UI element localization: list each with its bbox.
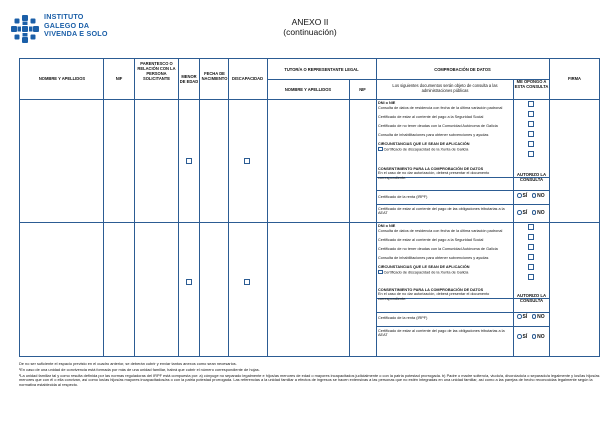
consulta-inhabilitaciones: Consulta de inhabilitaciones para obtener subvenciones y ayudas bbox=[378, 256, 489, 261]
consulta-residencia: Consulta de datos de residencia con fecha de la última variación padronal bbox=[378, 105, 503, 110]
opongo-checkbox[interactable] bbox=[528, 244, 534, 250]
opongo-checkbox[interactable] bbox=[528, 131, 534, 137]
circunstancias-title: CIRCUNSTANCIAS QUE LE SEAN DE APLICACIÓN bbox=[378, 265, 470, 270]
col-divider bbox=[178, 59, 179, 356]
row-divider bbox=[376, 204, 549, 205]
discapacidad-checkbox-row-2[interactable] bbox=[244, 279, 250, 285]
consulta-residencia: Consulta de datos de residencia con fecha de la última variación padronal bbox=[378, 228, 503, 233]
certificado-discapacidad-checkbox[interactable] bbox=[378, 270, 383, 275]
footnotes bbox=[19, 362, 601, 389]
col-divider bbox=[228, 59, 229, 356]
opongo-checkbox[interactable] bbox=[528, 234, 534, 240]
opongo-checkbox[interactable] bbox=[528, 254, 534, 260]
header-consulta-text: Los siguientes documentos serán objeto de consulta a las administraciones públicas bbox=[392, 83, 498, 93]
col-divider bbox=[199, 59, 200, 356]
opongo-checkbox[interactable] bbox=[528, 274, 534, 280]
si-label: SÍ bbox=[522, 334, 528, 340]
consulta-dni: DNI o NIE bbox=[378, 101, 396, 105]
header-tutor-nombre: NOMBRE Y APELLIDOS bbox=[284, 87, 332, 92]
no-label: NO bbox=[537, 193, 545, 199]
header-me-opongo: ME OPONGO A ESTA CONSULTA bbox=[514, 79, 549, 89]
opongo-checkbox[interactable] bbox=[528, 121, 534, 127]
no-label: NO bbox=[537, 210, 545, 216]
aeat-no-radio[interactable] bbox=[532, 210, 537, 215]
opongo-checkbox[interactable] bbox=[528, 141, 534, 147]
col-divider bbox=[549, 59, 550, 356]
no-label: NO bbox=[537, 314, 545, 320]
row-divider bbox=[20, 222, 599, 223]
footnote-space: De no ser suficiente el espacio previsto en el cuadro anterior, se deberán cubrir y enviar tantos anexos como sean necesarios. bbox=[19, 361, 237, 366]
household-members-table bbox=[19, 58, 600, 357]
header-tutor-nif: NIF bbox=[359, 87, 366, 92]
footnote-2: ²La unidad familiar tal y como resulta definida por las normas reguladoras del IRPF está compuesta por: a) cónyuge no separado legalmente e hijos/as menores de edad o mayores incapacitados judicialmente o con la patria potestad prorrogada. b) Padre o madre soltero/a, viudo/a, divorciado/a o separado/a legalmente y los/las hijos/as menores que con él o ella convivan, así como los/as hijos/as mayores incapacitados/as o con la patria potestad prorrogada. Las referencias a la unidad familiar a efectos de ingresos se hacen extensivas a las personas que no estén integradas en una unidad familiar, así como a las parejas de hecho reconocidas legalmente según la normativa establecida al respecto. bbox=[19, 372, 600, 388]
col-divider bbox=[267, 59, 268, 356]
renta-label: Certificado de la renta (IRPF) bbox=[378, 195, 428, 199]
autorizo-label: AUTORIZO LA CONSULTA bbox=[516, 293, 547, 303]
annex-title bbox=[250, 17, 370, 37]
consentimiento-text: En el caso de no dar autorización, deberá presentar el documento correspondiente. bbox=[378, 171, 490, 180]
renta-si-radio[interactable] bbox=[517, 193, 522, 198]
consentimiento-block-row-1 bbox=[378, 167, 511, 180]
opongo-checkbox[interactable] bbox=[528, 264, 534, 270]
consentimiento-block-row-2 bbox=[378, 288, 511, 301]
header-discapacidad: DISCAPACIDAD bbox=[231, 76, 264, 81]
consulta-seguridad-social: Certificado de estar al corriente del pago a la Seguridad Social bbox=[378, 114, 484, 119]
col-divider bbox=[103, 59, 104, 356]
renta-si-no bbox=[517, 193, 545, 199]
aeat-si-no bbox=[517, 334, 545, 340]
header-nombre: NOMBRE Y APELLIDOS bbox=[38, 76, 86, 81]
renta-label: Certificado de la renta (IRPF) bbox=[378, 316, 428, 320]
menor-checkbox-row-1[interactable] bbox=[186, 158, 192, 164]
col-divider bbox=[513, 79, 514, 356]
row-divider bbox=[376, 312, 549, 313]
header-menor: MENOR DE EDAD bbox=[179, 74, 199, 84]
consulta-deudas-galicia: Certificado de no tener deudas con la Comunidad Autónoma de Galicia bbox=[378, 123, 498, 128]
col-divider bbox=[134, 59, 135, 356]
header-comprobacion: COMPROBACIÓN DE DATOS bbox=[434, 67, 491, 72]
opongo-checkbox[interactable] bbox=[528, 111, 534, 117]
renta-si-radio[interactable] bbox=[517, 314, 522, 319]
renta-no-radio[interactable] bbox=[532, 193, 537, 198]
row-divider bbox=[376, 326, 549, 327]
header-parentesco: PARENTESCO O RELACIÓN CON LA PERSONA SOLICITANTE bbox=[137, 61, 176, 81]
header-nif: NIF bbox=[115, 76, 123, 81]
col-divider bbox=[349, 79, 350, 356]
consultas-list-row-1 bbox=[378, 101, 511, 152]
si-label: SÍ bbox=[522, 314, 528, 320]
aeat-label: Certificado de estar al corriente del pago de las obligaciones tributarias a la AEAT bbox=[378, 329, 505, 338]
certificado-discapacidad-checkbox[interactable] bbox=[378, 147, 383, 152]
aeat-si-radio[interactable] bbox=[517, 334, 522, 339]
discapacidad-checkbox-row-1[interactable] bbox=[244, 158, 250, 164]
header-tutor: TUTOR/A O REPRESENTANTE LEGAL bbox=[284, 67, 359, 72]
row-divider bbox=[267, 79, 549, 80]
consultas-list-row-2 bbox=[378, 224, 511, 275]
header-fecha: FECHA DE NACIMIENTO bbox=[201, 71, 228, 81]
consentimiento-text: En el caso de no dar autorización, deberá presentar el documento correspondiente. bbox=[378, 292, 490, 301]
consentimiento-title: CONSENTIMIENTO PARA LA COMPROBACIÓN DE DATOS bbox=[378, 167, 484, 171]
si-label: SÍ bbox=[522, 193, 528, 199]
consulta-dni: DNI o NIE bbox=[378, 224, 396, 228]
xunta-cross-icon bbox=[10, 14, 40, 44]
consulta-seguridad-social: Certificado de estar al corriente del pago a la Seguridad Social bbox=[378, 237, 484, 242]
certificado-discapacidad-label: Certificado de discapacidad de la Xunta de Galicia bbox=[383, 147, 469, 152]
annex-title-line-2: (continuación) bbox=[283, 27, 337, 37]
logo-line-3: VIVENDA E SOLO bbox=[44, 29, 108, 39]
consulta-inhabilitaciones: Consulta de inhabilitaciones para obtener subvenciones y ayudas bbox=[378, 133, 489, 138]
footnote-1: ¹En caso de una unidad de convivencia está formada por más de una unidad familiar, habrá que cubrir el número correspondiente de hojas. bbox=[19, 366, 260, 372]
autorizo-label: AUTORIZO LA CONSULTA bbox=[516, 172, 547, 182]
header-firma: FIRMA bbox=[568, 76, 581, 81]
circunstancias-title: CIRCUNSTANCIAS QUE LE SEAN DE APLICACIÓN bbox=[378, 142, 470, 147]
annex-title-line-1: ANEXO II bbox=[291, 17, 329, 27]
renta-si-no bbox=[517, 314, 545, 320]
opongo-checkbox[interactable] bbox=[528, 224, 534, 230]
opongo-checkbox[interactable] bbox=[528, 151, 534, 157]
logo-text bbox=[44, 13, 108, 39]
renta-no-radio[interactable] bbox=[532, 314, 537, 319]
no-label: NO bbox=[537, 334, 545, 340]
consentimiento-title: CONSENTIMIENTO PARA LA COMPROBACIÓN DE DATOS bbox=[378, 288, 484, 292]
aeat-no-radio[interactable] bbox=[532, 334, 537, 339]
aeat-si-no bbox=[517, 210, 545, 216]
logo-line-1: INSTITUTO bbox=[44, 12, 84, 21]
aeat-si-radio[interactable] bbox=[517, 210, 522, 215]
row-divider bbox=[20, 99, 599, 100]
logo-line-2: GALEGO DA bbox=[44, 20, 90, 30]
row-divider bbox=[376, 190, 549, 191]
certificado-discapacidad-label: Certificado de discapacidad de la Xunta de Galicia bbox=[383, 270, 469, 275]
aeat-label: Certificado de estar al corriente del pago de las obligaciones tributarias a la AEAT bbox=[378, 207, 505, 216]
institute-logo bbox=[10, 12, 160, 52]
si-label: SÍ bbox=[522, 210, 528, 216]
consulta-deudas-galicia: Certificado de no tener deudas con la Comunidad Autónoma de Galicia bbox=[378, 246, 498, 251]
menor-checkbox-row-2[interactable] bbox=[186, 279, 192, 285]
opongo-checkbox[interactable] bbox=[528, 101, 534, 107]
